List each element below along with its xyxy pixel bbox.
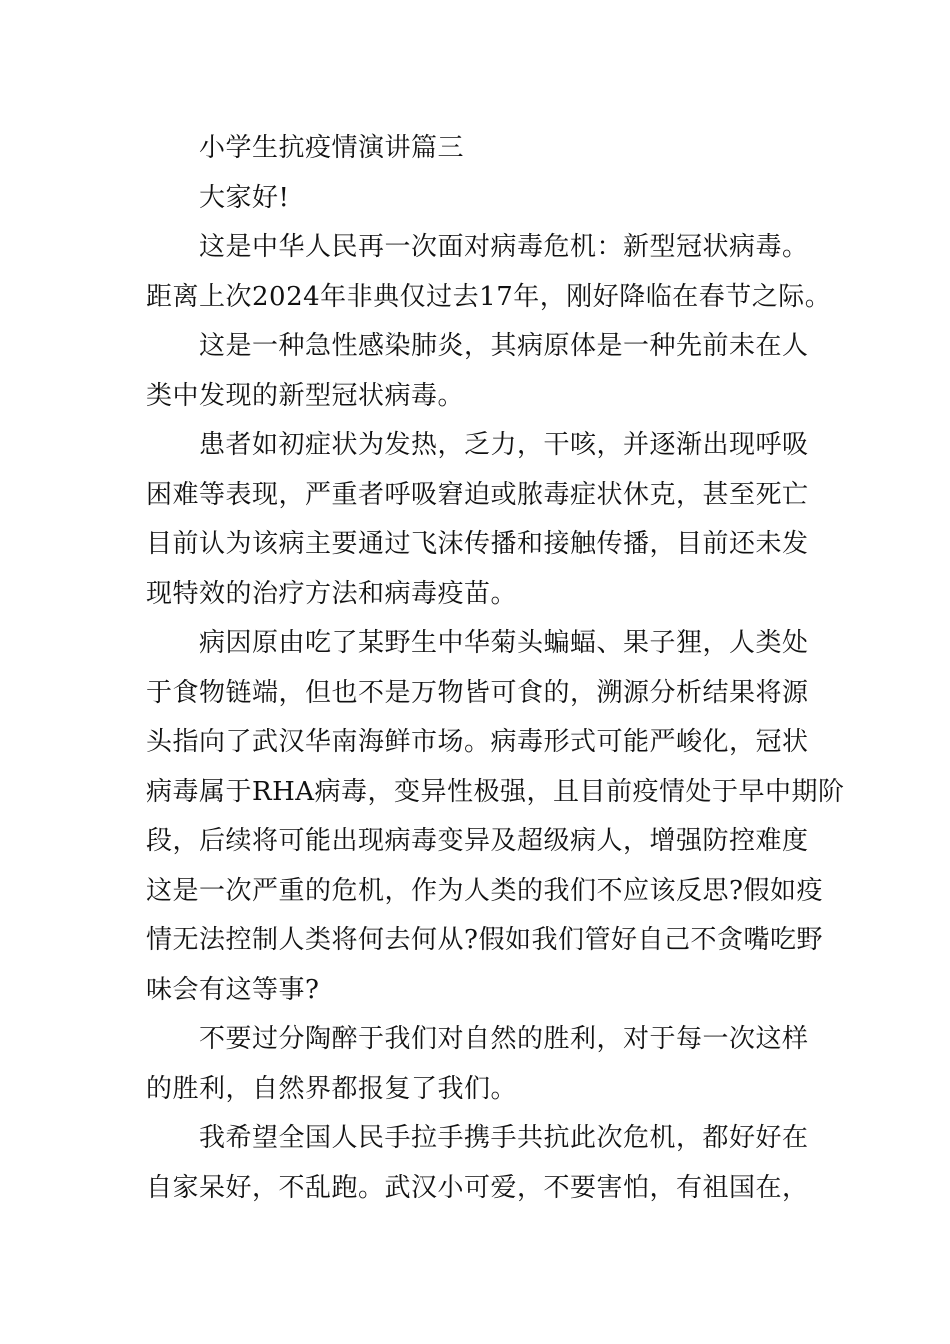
text-line: 现特效的治疗方法和病毒疫苗。	[146, 578, 518, 609]
text-line: 这是中华人民再一次面对病毒危机：新型冠状病毒。	[199, 232, 809, 262]
text-line: 距离上次2024年非典仅过去17年，刚好降临在春节之际。	[146, 281, 832, 312]
text-line: 味会有这等事?	[146, 974, 320, 1005]
text-line: 这是一种急性感染肺炎，其病原体是一种先前未在人	[199, 331, 809, 361]
document-body	[146, 124, 845, 1213]
text-line: 患者如初症状为发热，乏力，干咳，并逐渐出现呼吸	[199, 430, 809, 460]
text-line: 困难等表现，严重者呼吸窘迫或脓毒症状休克，甚至死亡	[146, 479, 809, 510]
text-line: 于食物链端，但也不是万物皆可食的，溯源分析结果将源	[146, 677, 809, 708]
text-line: 这是一次严重的危机，作为人类的我们不应该反思?假如疫	[146, 875, 823, 906]
document-title: 小学生抗疫情演讲篇三	[199, 133, 465, 163]
text-line: 病毒属于RHA病毒，变异性极强，且目前疫情处于早中期阶	[146, 776, 845, 807]
text-line: 类中发现的新型冠状病毒。	[146, 380, 465, 411]
text-line: 段，后续将可能出现病毒变异及超级病人，增强防控难度	[146, 826, 809, 856]
greeting-line: 大家好!	[199, 182, 290, 213]
text-line: 头指向了武汉华南海鲜市场。病毒形式可能严峻化，冠状	[146, 727, 809, 757]
text-line: 自家呆好，不乱跑。武汉小可爱，不要害怕，有祖国在，	[146, 1172, 809, 1203]
text-line: 病因原由吃了某野生中华菊头蝙蝠、果子狸，人类处	[199, 628, 809, 658]
text-line: 不要过分陶醉于我们对自然的胜利，对于每一次这样	[199, 1024, 809, 1054]
text-line: 我希望全国人民手拉手携手共抗此次危机，都好好在	[199, 1123, 809, 1153]
paragraph-lines	[146, 223, 845, 1213]
text-line: 情无法控制人类将何去何从?假如我们管好自己不贪嘴吃野	[146, 925, 823, 955]
text-line: 的胜利，自然界都报复了我们。	[146, 1073, 518, 1104]
text-line: 目前认为该病主要通过飞沫传播和接触传播，目前还未发	[146, 529, 809, 559]
